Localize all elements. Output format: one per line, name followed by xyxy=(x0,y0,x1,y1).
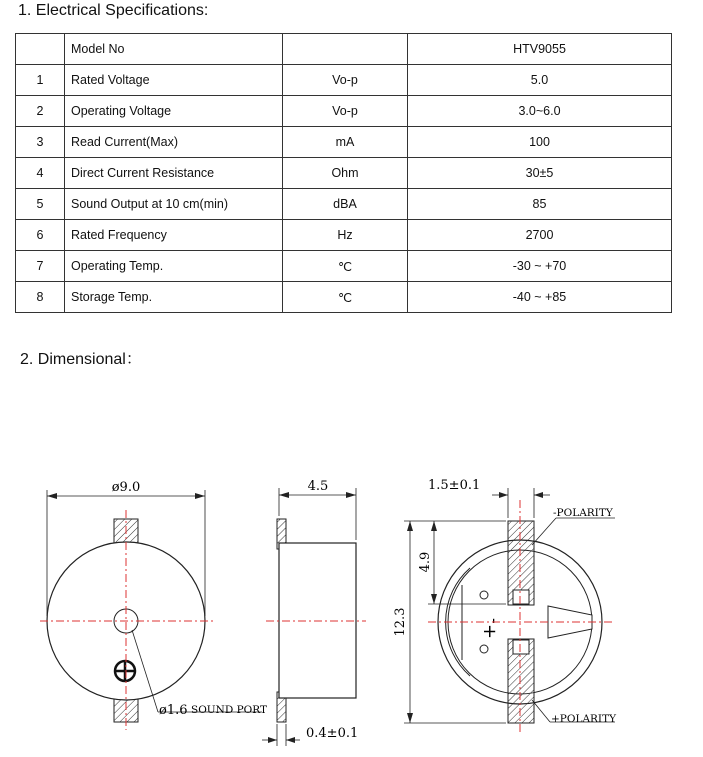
row-number: 6 xyxy=(16,220,65,251)
spec-name: Read Current(Max) xyxy=(65,127,283,158)
sound-port-label: SOUND PORT xyxy=(191,704,267,716)
model-value: HTV9055 xyxy=(408,34,672,65)
negative-polarity-label: -POLARITY xyxy=(553,507,613,519)
row-number: 2 xyxy=(16,96,65,127)
row-number: 4 xyxy=(16,158,65,189)
side-view xyxy=(262,479,366,746)
section-title-dimensional: 2. Dimensional： xyxy=(20,351,142,368)
model-label: Model No xyxy=(65,34,283,65)
table-row xyxy=(16,189,672,220)
table-header-row xyxy=(16,34,672,65)
spec-value: 100 xyxy=(408,127,672,158)
spec-value: 30±5 xyxy=(408,158,672,189)
spec-unit: ℃ xyxy=(283,251,408,282)
row-number: 1 xyxy=(16,65,65,96)
pin-width-label: 1.5±0.1 xyxy=(428,478,481,493)
spec-value: -40 ~ +85 xyxy=(408,282,672,313)
spec-value: 3.0~6.0 xyxy=(408,96,672,127)
spec-value: 5.0 xyxy=(408,65,672,96)
dimension-drawing xyxy=(0,380,703,757)
spec-unit: mA xyxy=(283,127,408,158)
positive-polarity-label: +POLARITY xyxy=(551,713,617,725)
spec-unit: Vo-p xyxy=(283,96,408,127)
row-number: 8 xyxy=(16,282,65,313)
plus-sign: + xyxy=(479,624,500,640)
spec-value: -30 ~ +70 xyxy=(408,251,672,282)
section-title-electrical: 1. Electrical Specifications: xyxy=(18,2,209,19)
spec-name: Operating Voltage xyxy=(65,96,283,127)
table-row xyxy=(16,65,672,96)
spec-unit: Vo-p xyxy=(283,65,408,96)
spec-unit: dBA xyxy=(283,189,408,220)
spec-name: Operating Temp. xyxy=(65,251,283,282)
table-row xyxy=(16,220,672,251)
spec-name: Rated Frequency xyxy=(65,220,283,251)
base-thickness-label: 0.4±0.1 xyxy=(306,726,359,741)
spec-name: Direct Current Resistance xyxy=(65,158,283,189)
table-row xyxy=(16,127,672,158)
table-cell-empty xyxy=(16,34,65,65)
diameter-label: ø9.0 xyxy=(111,480,141,495)
bottom-hole-bottom xyxy=(480,645,488,653)
bottom-hole-top xyxy=(480,591,488,599)
spec-unit: Hz xyxy=(283,220,408,251)
table-row xyxy=(16,96,672,127)
height-label: 4.5 xyxy=(307,479,329,494)
spec-name: Storage Temp. xyxy=(65,282,283,313)
pin-offset-label: 4.9 xyxy=(418,551,433,573)
row-number: 7 xyxy=(16,251,65,282)
bottom-view xyxy=(393,478,617,735)
spec-name: Rated Voltage xyxy=(65,65,283,96)
spec-value: 85 xyxy=(408,189,672,220)
spec-unit: Ohm xyxy=(283,158,408,189)
sound-port-dia-label: ø1.6 xyxy=(159,703,188,718)
table-cell-empty xyxy=(283,34,408,65)
front-view xyxy=(40,480,267,730)
spec-value: 2700 xyxy=(408,220,672,251)
spec-unit: ℃ xyxy=(283,282,408,313)
spec-name: Sound Output at 10 cm(min) xyxy=(65,189,283,220)
minus-sign: - xyxy=(485,618,504,624)
row-number: 3 xyxy=(16,127,65,158)
row-number: 5 xyxy=(16,189,65,220)
overall-length-label: 12.3 xyxy=(393,607,408,637)
spec-table xyxy=(15,33,672,313)
table-row xyxy=(16,251,672,282)
table-row xyxy=(16,158,672,189)
table-row xyxy=(16,282,672,313)
